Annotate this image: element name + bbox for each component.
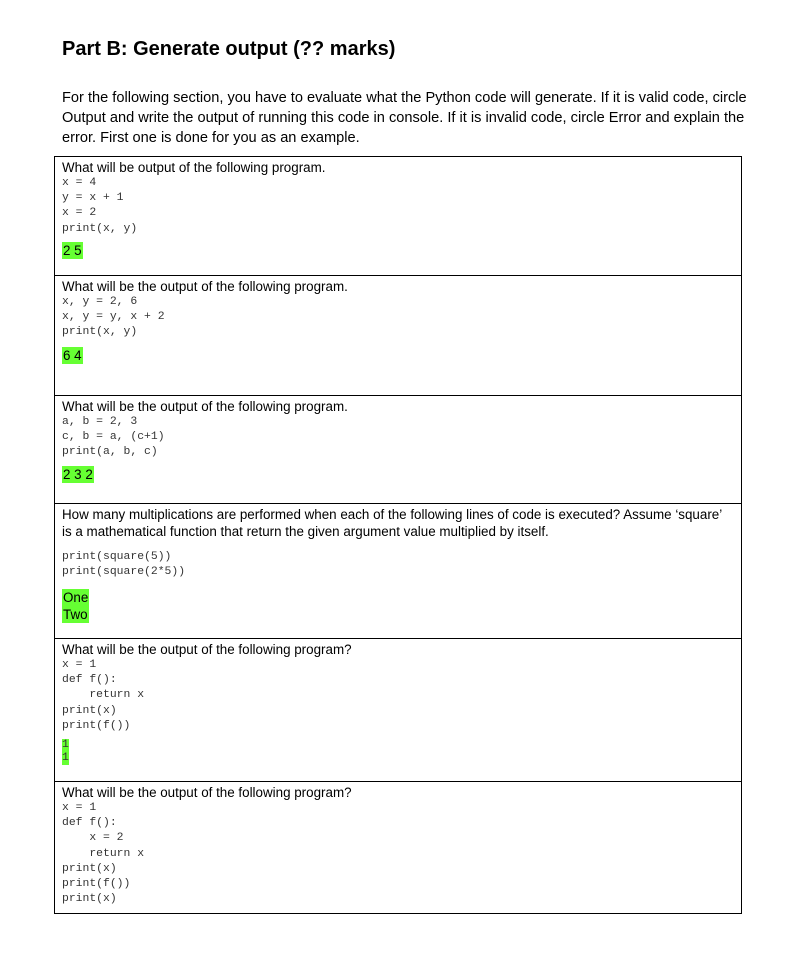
- answer-highlight: One: [63, 590, 89, 606]
- answer-highlight: 2 3 2: [63, 466, 93, 482]
- question-prompt: What will be the output of the following program.: [62, 279, 348, 294]
- question-cell-3: [55, 395, 741, 503]
- question-cell-4: [55, 503, 741, 638]
- answer-highlight: 1: [62, 739, 69, 752]
- code-snippet: x, y = 2, 6 x, y = y, x + 2 print(x, y): [62, 296, 165, 339]
- questions-table: [54, 156, 742, 914]
- code-snippet: x = 1 def f(): x = 2 return x print(x) print(f()) print(x): [62, 802, 145, 906]
- code-snippet: x = 4 y = x + 1 x = 2 print(x, y): [62, 177, 138, 235]
- question-prompt: What will be the output of the following program?: [62, 642, 352, 657]
- question-prompt: What will be the output of the following program.: [62, 399, 348, 414]
- code-snippet: print(square(5)) print(square(2*5)): [62, 551, 186, 579]
- instructions-paragraph: For the following section, you have to evaluate what the Python code will generate. If it is valid code, circle Output and write the output of running this code in console. If it is invalid code, circle Error and explain the error. First one is done for you as an example.: [62, 90, 747, 146]
- answer-highlight: 1: [62, 752, 69, 765]
- question-prompt: What will be output of the following program.: [62, 160, 326, 175]
- question-prompt: How many multiplications are performed when each of the following lines of code is executed? Assume ‘square’ is a mathematical function that return the given argument value multiplied by itself.: [62, 507, 722, 539]
- answer-highlight: 2 5: [63, 242, 82, 258]
- answer-highlight: 6 4: [63, 347, 82, 363]
- question-prompt: What will be the output of the following program?: [62, 785, 352, 800]
- question-cell-1: [55, 157, 741, 275]
- question-cell-5: [55, 638, 741, 781]
- page-title: Part B: Generate output (?? marks): [62, 38, 396, 60]
- answer-highlight: Two: [63, 607, 88, 623]
- code-snippet: a, b = 2, 3 c, b = a, (c+1) print(a, b, c): [62, 416, 165, 459]
- code-snippet: x = 1 def f(): return x print(x) print(f()): [62, 659, 145, 732]
- question-cell-2: [55, 275, 741, 395]
- question-cell-6: [55, 781, 741, 913]
